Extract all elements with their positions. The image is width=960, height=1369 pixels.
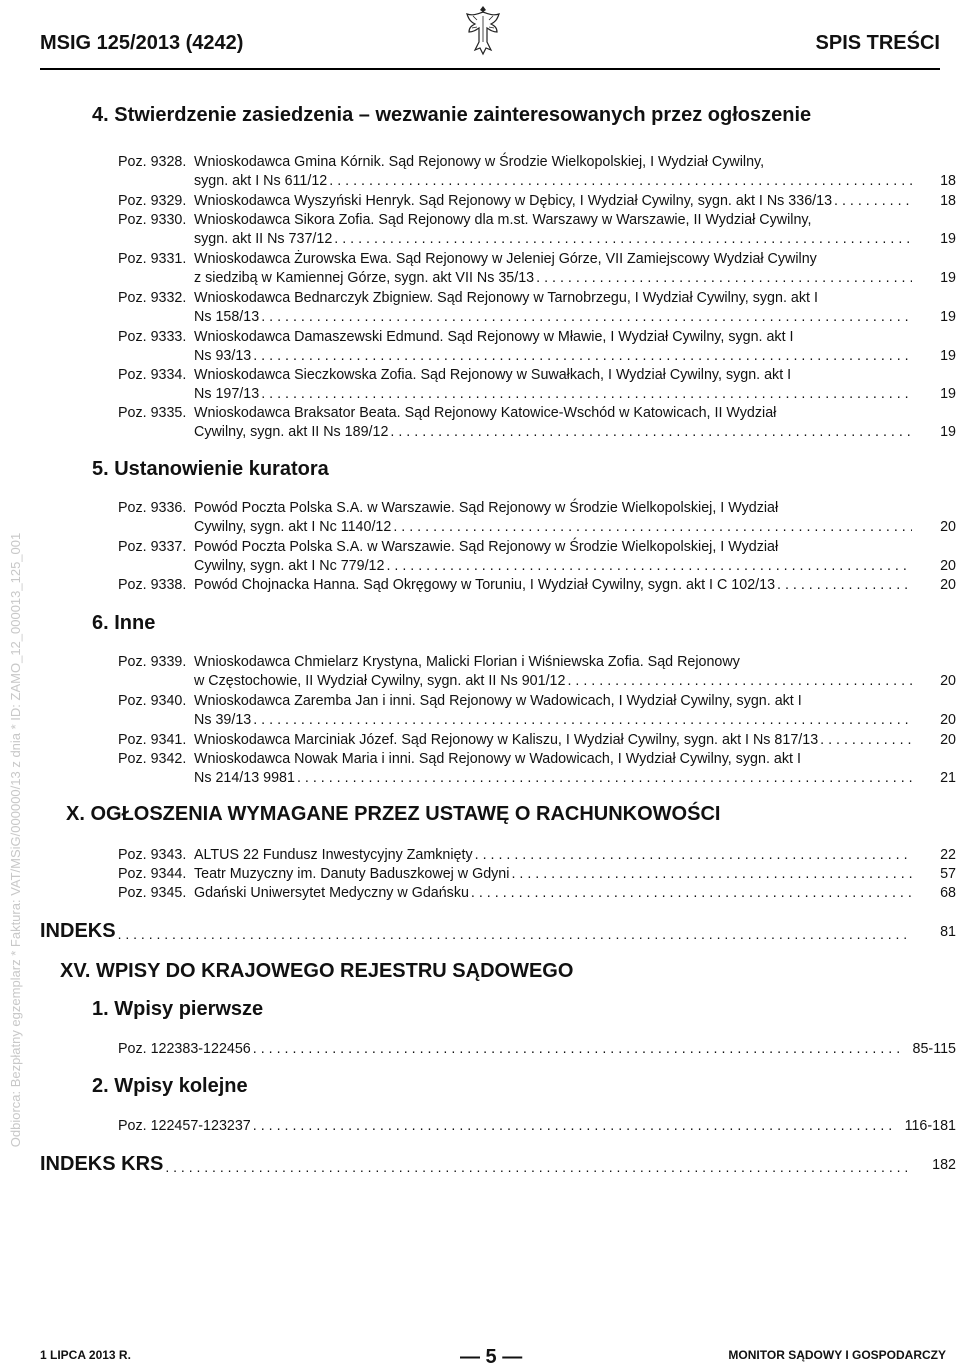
page-number: 20 (940, 712, 956, 729)
page-number: 20 (940, 732, 956, 748)
toc-entry[interactable]: Poz. 9335. Wnioskodawca Braksator Beata. Sąd Rejonowy Katowice-Wschód w Katowicach, II Wydział Cywilny, sygn. akt II Ns 189/12 . . . 19 (118, 404, 956, 443)
toc-entry[interactable]: Poz. 9333. Wnioskodawca Damaszewski Edmund. Sąd Rejonowy w Mławie, I Wydział Cywilny, sygn. akt I Ns 93/13 . . . 19 (118, 328, 956, 367)
heading-subsequent-entries: 2. Wpisy kolejne (92, 1075, 248, 1097)
header-rule (40, 68, 940, 70)
toc-entry[interactable]: Poz. 9345. Gdański Uniwersytet Medyczny w Gdańsku . . . 68 (118, 884, 956, 903)
toc-entry[interactable]: Poz. 9344. Teatr Muzyczny im. Danuty Baduszkowej w Gdyni . . . 57 (118, 865, 956, 884)
toc-entry[interactable]: Poz. 9342. Wnioskodawca Nowak Maria i inni. Sąd Rejonowy w Wadowicach, I Wydział Cywilny, sygn. akt I Ns 214/13 9981 . . . 21 (118, 750, 956, 789)
page-number: 18 (940, 173, 956, 190)
journal-name: MONITOR SĄDOWY I GOSPODARCZY (728, 1348, 946, 1362)
page-number: 81 (940, 924, 956, 940)
toc-entry[interactable]: Poz. 9332. Wnioskodawca Bednarczyk Zbigniew. Sąd Rejonowy w Tarnobrzegu, I Wydział Cywilny, sygn. akt I Ns 158/13 . . . 19 (118, 289, 956, 328)
toc-entry[interactable]: Poz. 9339. Wnioskodawca Chmielarz Krystyna, Malicki Florian i Wiśniewska Zofia. Sąd Rejonowy w Częstochowie, II Wydział Cywilny, sygn. akt II Ns 901/12 . . . 20 (118, 653, 956, 692)
page-number: 20 (940, 558, 956, 575)
page-number: 57 (940, 866, 956, 882)
page-number: 19 (940, 424, 956, 441)
page-number: 19 (940, 270, 956, 287)
issue-date: 1 LIPCA 2013 R. (40, 1348, 131, 1362)
toc-entry[interactable]: Poz. 122457-123237 . . . 116-181 (118, 1117, 956, 1136)
page-number: 18 (940, 193, 956, 209)
page-number: 22 (940, 847, 956, 863)
toc-entry[interactable]: Poz. 9334. Wnioskodawca Sieczkowska Zofia. Sąd Rejonowy w Suwałkach, I Wydział Cywilny, sygn. akt I Ns 197/13 . . . 19 (118, 366, 956, 405)
toc-entry[interactable]: Poz. 9330. Wnioskodawca Sikora Zofia. Sąd Rejonowy dla m.st. Warszawy w Warszawie, II Wydział Cywilny, sygn. akt II Ns 737/12 . . . 19 (118, 211, 956, 250)
index-krs-entry[interactable]: INDEKS KRS . . . 182 (40, 1153, 956, 1176)
page-number: 19 (940, 348, 956, 365)
recipient-watermark: Odbiorca: Bezpłatny egzemplarz * Faktura: VAT/MSiG/000000/13 z dnia * ID: ZAMO_12_000013_125_001 (8, 532, 23, 1148)
toc-entry[interactable]: Poz. 9336. Powód Poczta Polska S.A. w Warszawie. Sąd Rejonowy w Środzie Wielkopolskiej, I Wydział Cywilny, sygn. akt I Nc 1140/12 . . . 20 (118, 499, 956, 538)
toc-entry[interactable]: Poz. 9329. Wnioskodawca Wyszyński Henryk. Sąd Rejonowy w Dębicy, I Wydział Cywilny, sygn. akt I Ns 336/13 . . . 18 (118, 192, 956, 211)
page-number: 116-181 (904, 1118, 956, 1134)
section-title: SPIS TREŚCI (815, 32, 940, 54)
heading-section-6: 6. Inne (92, 612, 156, 634)
heading-first-entries: 1. Wpisy pierwsze (92, 998, 264, 1020)
toc-entry[interactable]: Poz. 9338. Powód Chojnacka Hanna. Sąd Okręgowy w Toruniu, I Wydział Cywilny, sygn. akt I C 102/13 . . . 20 (118, 576, 956, 595)
page-number: 19 (940, 231, 956, 248)
heading-section-5: 5. Ustanowienie kuratora (92, 458, 329, 480)
page-folio: — 5 — (460, 1346, 523, 1368)
journal-issue: MSIG 125/2013 (4242) (40, 32, 244, 54)
page-number: 20 (940, 673, 956, 690)
heading-section-x: X. OGŁOSZENIA WYMAGANE PRZEZ USTAWĘ O RACHUNKOWOŚCI (66, 803, 721, 825)
page-number: 20 (940, 577, 956, 593)
page-number: 85-115 (912, 1041, 956, 1057)
page-number: 19 (940, 386, 956, 403)
toc-entry[interactable]: Poz. 9343. ALTUS 22 Fundusz Inwestycyjny Zamknięty . . . 22 (118, 846, 956, 865)
page-number: 21 (940, 770, 956, 787)
heading-section-xv: XV. WPISY DO KRAJOWEGO REJESTRU SĄDOWEGO (60, 960, 574, 982)
toc-entry[interactable]: Poz. 9328. Wnioskodawca Gmina Kórnik. Sąd Rejonowy w Środzie Wielkopolskiej, I Wydział Cywilny, sygn. akt I Ns 611/12 . . . 18 (118, 153, 956, 192)
toc-entry[interactable]: Poz. 9337. Powód Poczta Polska S.A. w Warszawie. Sąd Rejonowy w Środzie Wielkopolskiej, I Wydział Cywilny, sygn. akt I Nc 779/12 . . . 20 (118, 538, 956, 577)
toc-entry[interactable]: Poz. 122383-122456 . . . 85-115 (118, 1040, 956, 1059)
page-number: 68 (940, 885, 956, 901)
eagle-emblem-icon (463, 2, 503, 58)
toc-entry[interactable]: Poz. 9341. Wnioskodawca Marciniak Józef. Sąd Rejonowy w Kaliszu, I Wydział Cywilny, sygn. akt I Ns 817/13 . . . 20 (118, 731, 956, 750)
toc-entry[interactable]: Poz. 9331. Wnioskodawca Żurowska Ewa. Sąd Rejonowy w Jeleniej Górze, VII Zamiejscowy Wydział Cywilny z siedzibą w Kamiennej Górze, sygn. akt VII Ns 35/13 . . . 19 (118, 250, 956, 289)
toc-entry[interactable]: Poz. 9340. Wnioskodawca Zaremba Jan i inni. Sąd Rejonowy w Wadowicach, I Wydział Cywilny, sygn. akt I Ns 39/13 . . . 20 (118, 692, 956, 731)
page-number: 20 (940, 519, 956, 536)
page-number: 182 (932, 1157, 956, 1173)
index-entry[interactable]: INDEKS . . . 81 (40, 920, 956, 943)
page-number: 19 (940, 309, 956, 326)
heading-section-4: 4. Stwierdzenie zasiedzenia – wezwanie zainteresowanych przez ogłoszenie (92, 104, 812, 126)
